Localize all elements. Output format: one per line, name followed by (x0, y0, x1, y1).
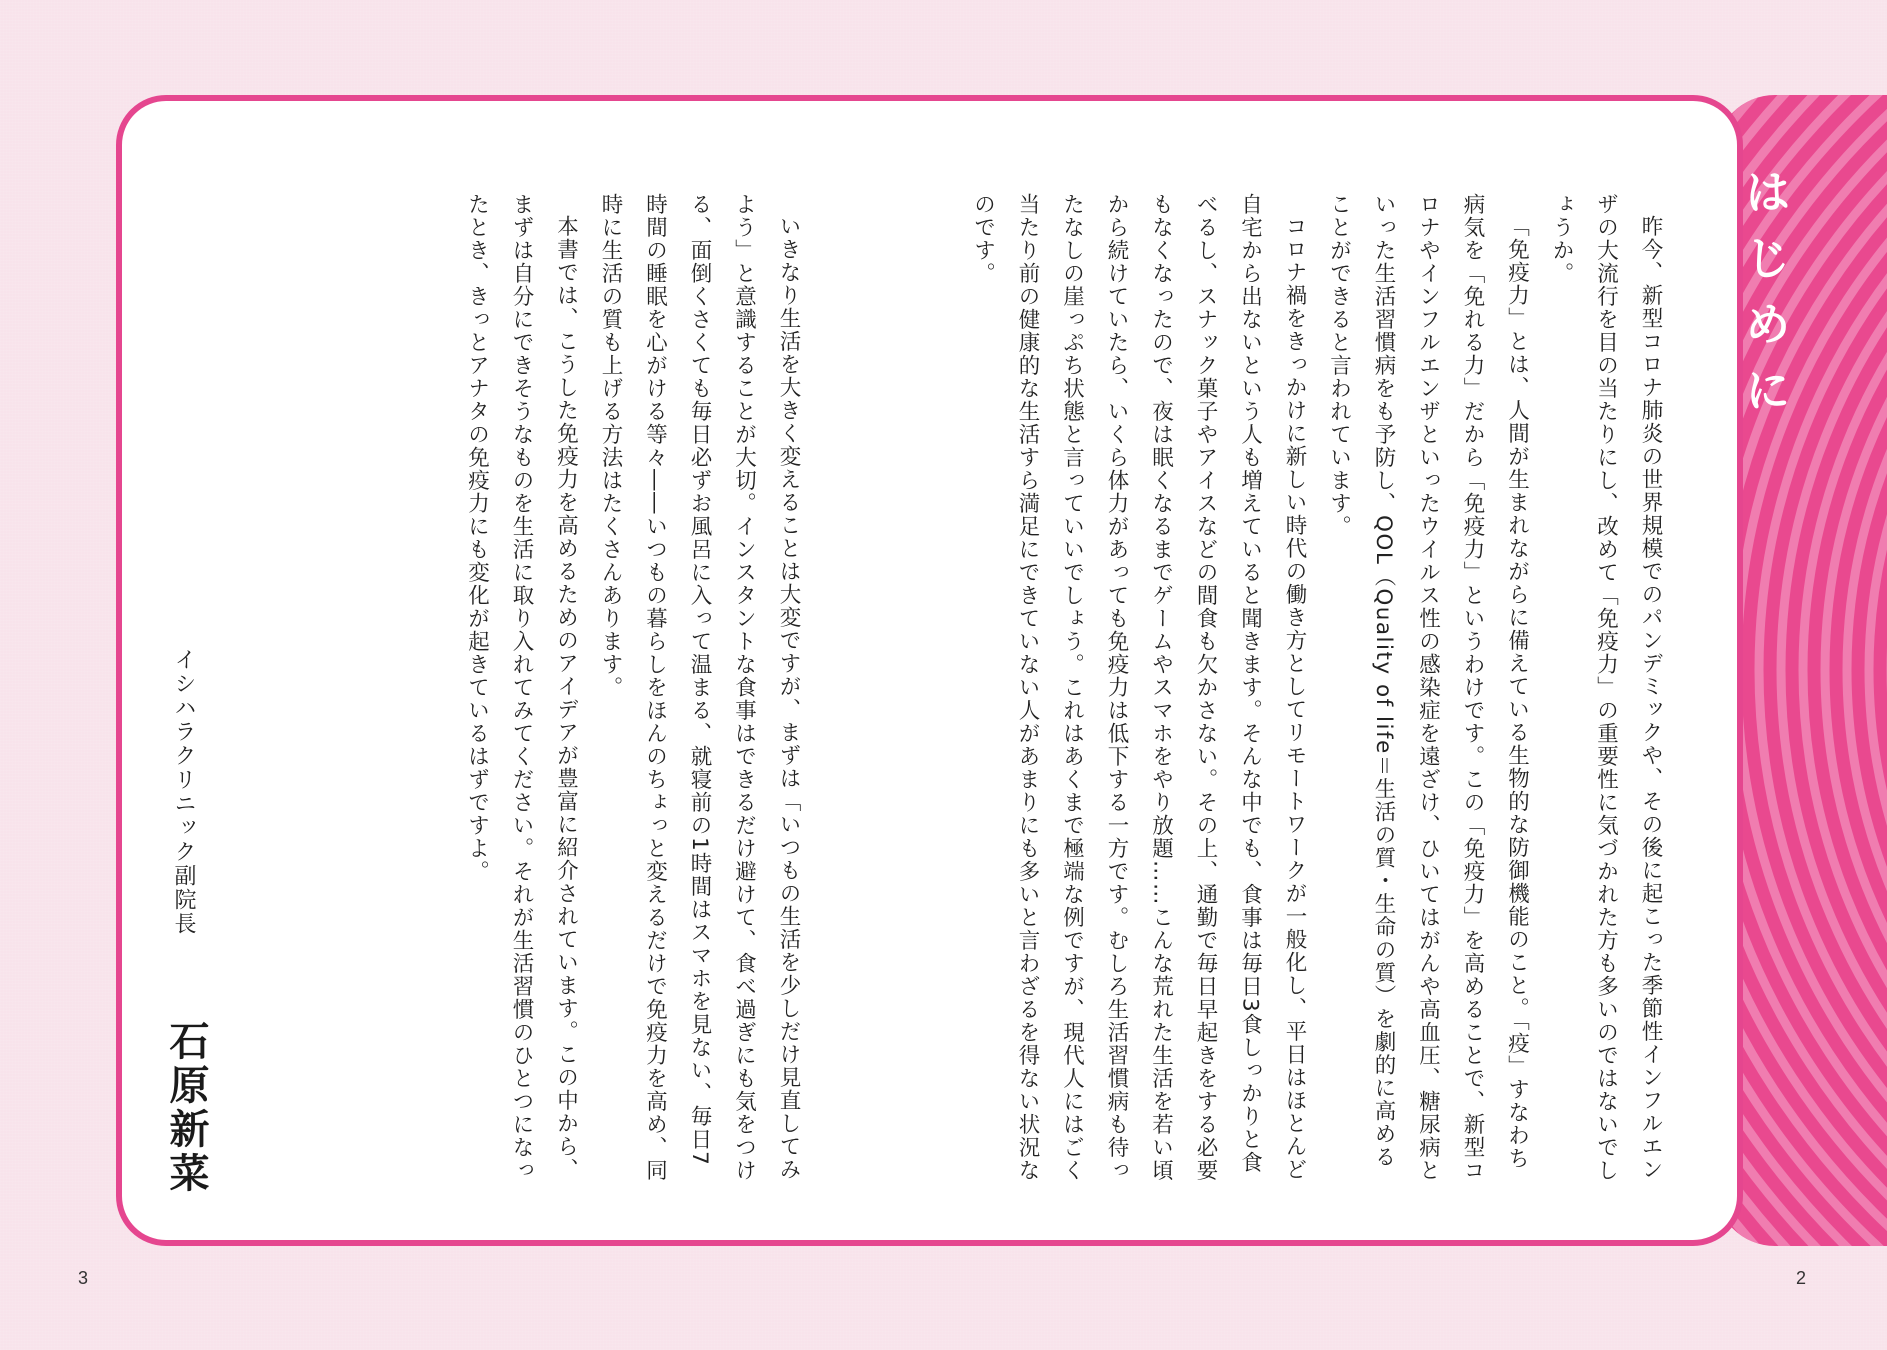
paragraph: 「免疫力」とは、人間が生まれながらに備えている生物的な防御機能のこと。「疫」すなわち病気を「免れる力」だから「免疫力」というわけです。この「免疫力」を高めることで、新型コロナやインフルエンザといったウイルス性の感染症を遠ざけ、ひいてはがんや高血圧、糖尿病といった生活習慣病をも予防し、QOL（Quality of life＝生活の質・生命の質）を劇的に高めることができると言われています。 (1326, 193, 1530, 1182)
page-number-right: 2 (1796, 1268, 1807, 1288)
paragraph: 本書では、こうした免疫力を高めるためのアイデアが豊富に紹介されています。この中から、まずは自分にできそうなものを生活に取り入れてみてください。それが生活習慣のひとつになったとき、きっとアナタの免疫力にも変化が起きているはずですよ。 (464, 193, 579, 1182)
page-heading: はじめに (1738, 168, 1792, 432)
paragraph: いきなり生活を大きく変えることは大変ですが、まずは「いつもの生活を少しだけ見直してみよう」と意識することが大切。インスタントな食事はできるだけ避けて、食べ過ぎにも気をつける、面倒くさくても毎日必ずお風呂に入って温まる、就寝前の1時間はスマホを見ない、毎日7時間の睡眠を心がける等々――いつもの暮らしをほんのちょっと変えるだけで免疫力を高め、同時に生活の質も上げる方法はたくさんあります。 (598, 193, 801, 1182)
ring (1825, 95, 1887, 1246)
paragraph: 昨今、新型コロナ肺炎の世界規模でのパンデミックや、その後に起こった季節性インフルエンザの大流行を目の当たりにし、改めて「免疫力」の重要性に気づかれた方も多いのではないでしょうか。 (1549, 193, 1663, 1182)
author-name: 石原新菜 (163, 1020, 209, 1196)
author-title: イシハラクリニック副院長 (171, 648, 196, 936)
paragraph: コロナ禍をきっかけに新しい時代の働き方としてリモートワークが一般化し、平日はほとんど自宅から出ないという人も増えていると聞きます。そんな中でも、食事は毎日3食しっかりと食べるし、スナック菓子やアイスなどの間食も欠かさない。その上、通勤で毎日早起きをする必要もなくなったので、夜は眠くなるまでゲームやスマホをやり放題……こんな荒れた生活を若い頃から続けていたら、いくら体力があっても免疫力は低下する一方です。むしろ生活習慣病も待ったなしの崖っぷち状態と言っていいでしょう。これはあくまで極端な例ですが、現代人にはごく当たり前の健康的な生活すら満足にできていない人があまりにも多いと言わざるを得ない状況なのです。 (970, 193, 1307, 1182)
right-page-body (970, 193, 1672, 1188)
page-number-left: 3 (78, 1268, 89, 1288)
left-page-body (300, 193, 810, 1188)
